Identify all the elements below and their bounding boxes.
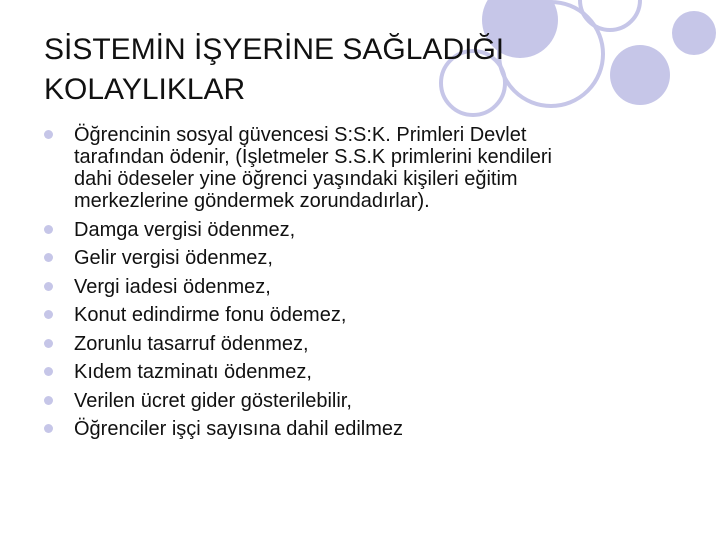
bullet-icon	[44, 225, 53, 234]
bullet-icon	[44, 253, 53, 262]
list-item: Öğrencinin sosyal güvencesi S:S:K. Primleri Devlet tarafından ödenir, (İşletmeler S.S.K primlerini kendileri dahi ödeseler yine öğrenci yaşındaki kişileri eğitim merkezlerine göndermek zorundadırlar).	[44, 124, 684, 212]
list-item: Verilen ücret gider gösterilebilir,	[44, 390, 684, 412]
bullet-icon	[44, 310, 53, 319]
decor-circle-filled-medium	[610, 45, 670, 105]
decor-circle-ring-top	[580, 0, 640, 30]
decor-circle-filled-small	[672, 11, 716, 55]
bullet-icon	[44, 367, 53, 376]
list-item: Gelir vergisi ödenmez,	[44, 247, 684, 269]
list-item: Vergi iadesi ödenmez,	[44, 276, 684, 298]
bullet-list	[44, 124, 684, 447]
slide-title: SİSTEMİN İŞYERİNE SAĞLADIĞI KOLAYLIKLAR	[44, 33, 505, 106]
bullet-icon	[44, 130, 53, 139]
bullet-icon	[44, 424, 53, 433]
list-item: Damga vergisi ödenmez,	[44, 219, 684, 241]
bullet-icon	[44, 339, 53, 348]
bullet-icon	[44, 282, 53, 291]
list-item: Öğrenciler işçi sayısına dahil edilmez	[44, 418, 684, 440]
bullet-icon	[44, 396, 53, 405]
list-item: Zorunlu tasarruf ödenmez,	[44, 333, 684, 355]
list-item: Konut edindirme fonu ödemez,	[44, 304, 684, 326]
list-item: Kıdem tazminatı ödenmez,	[44, 361, 684, 383]
